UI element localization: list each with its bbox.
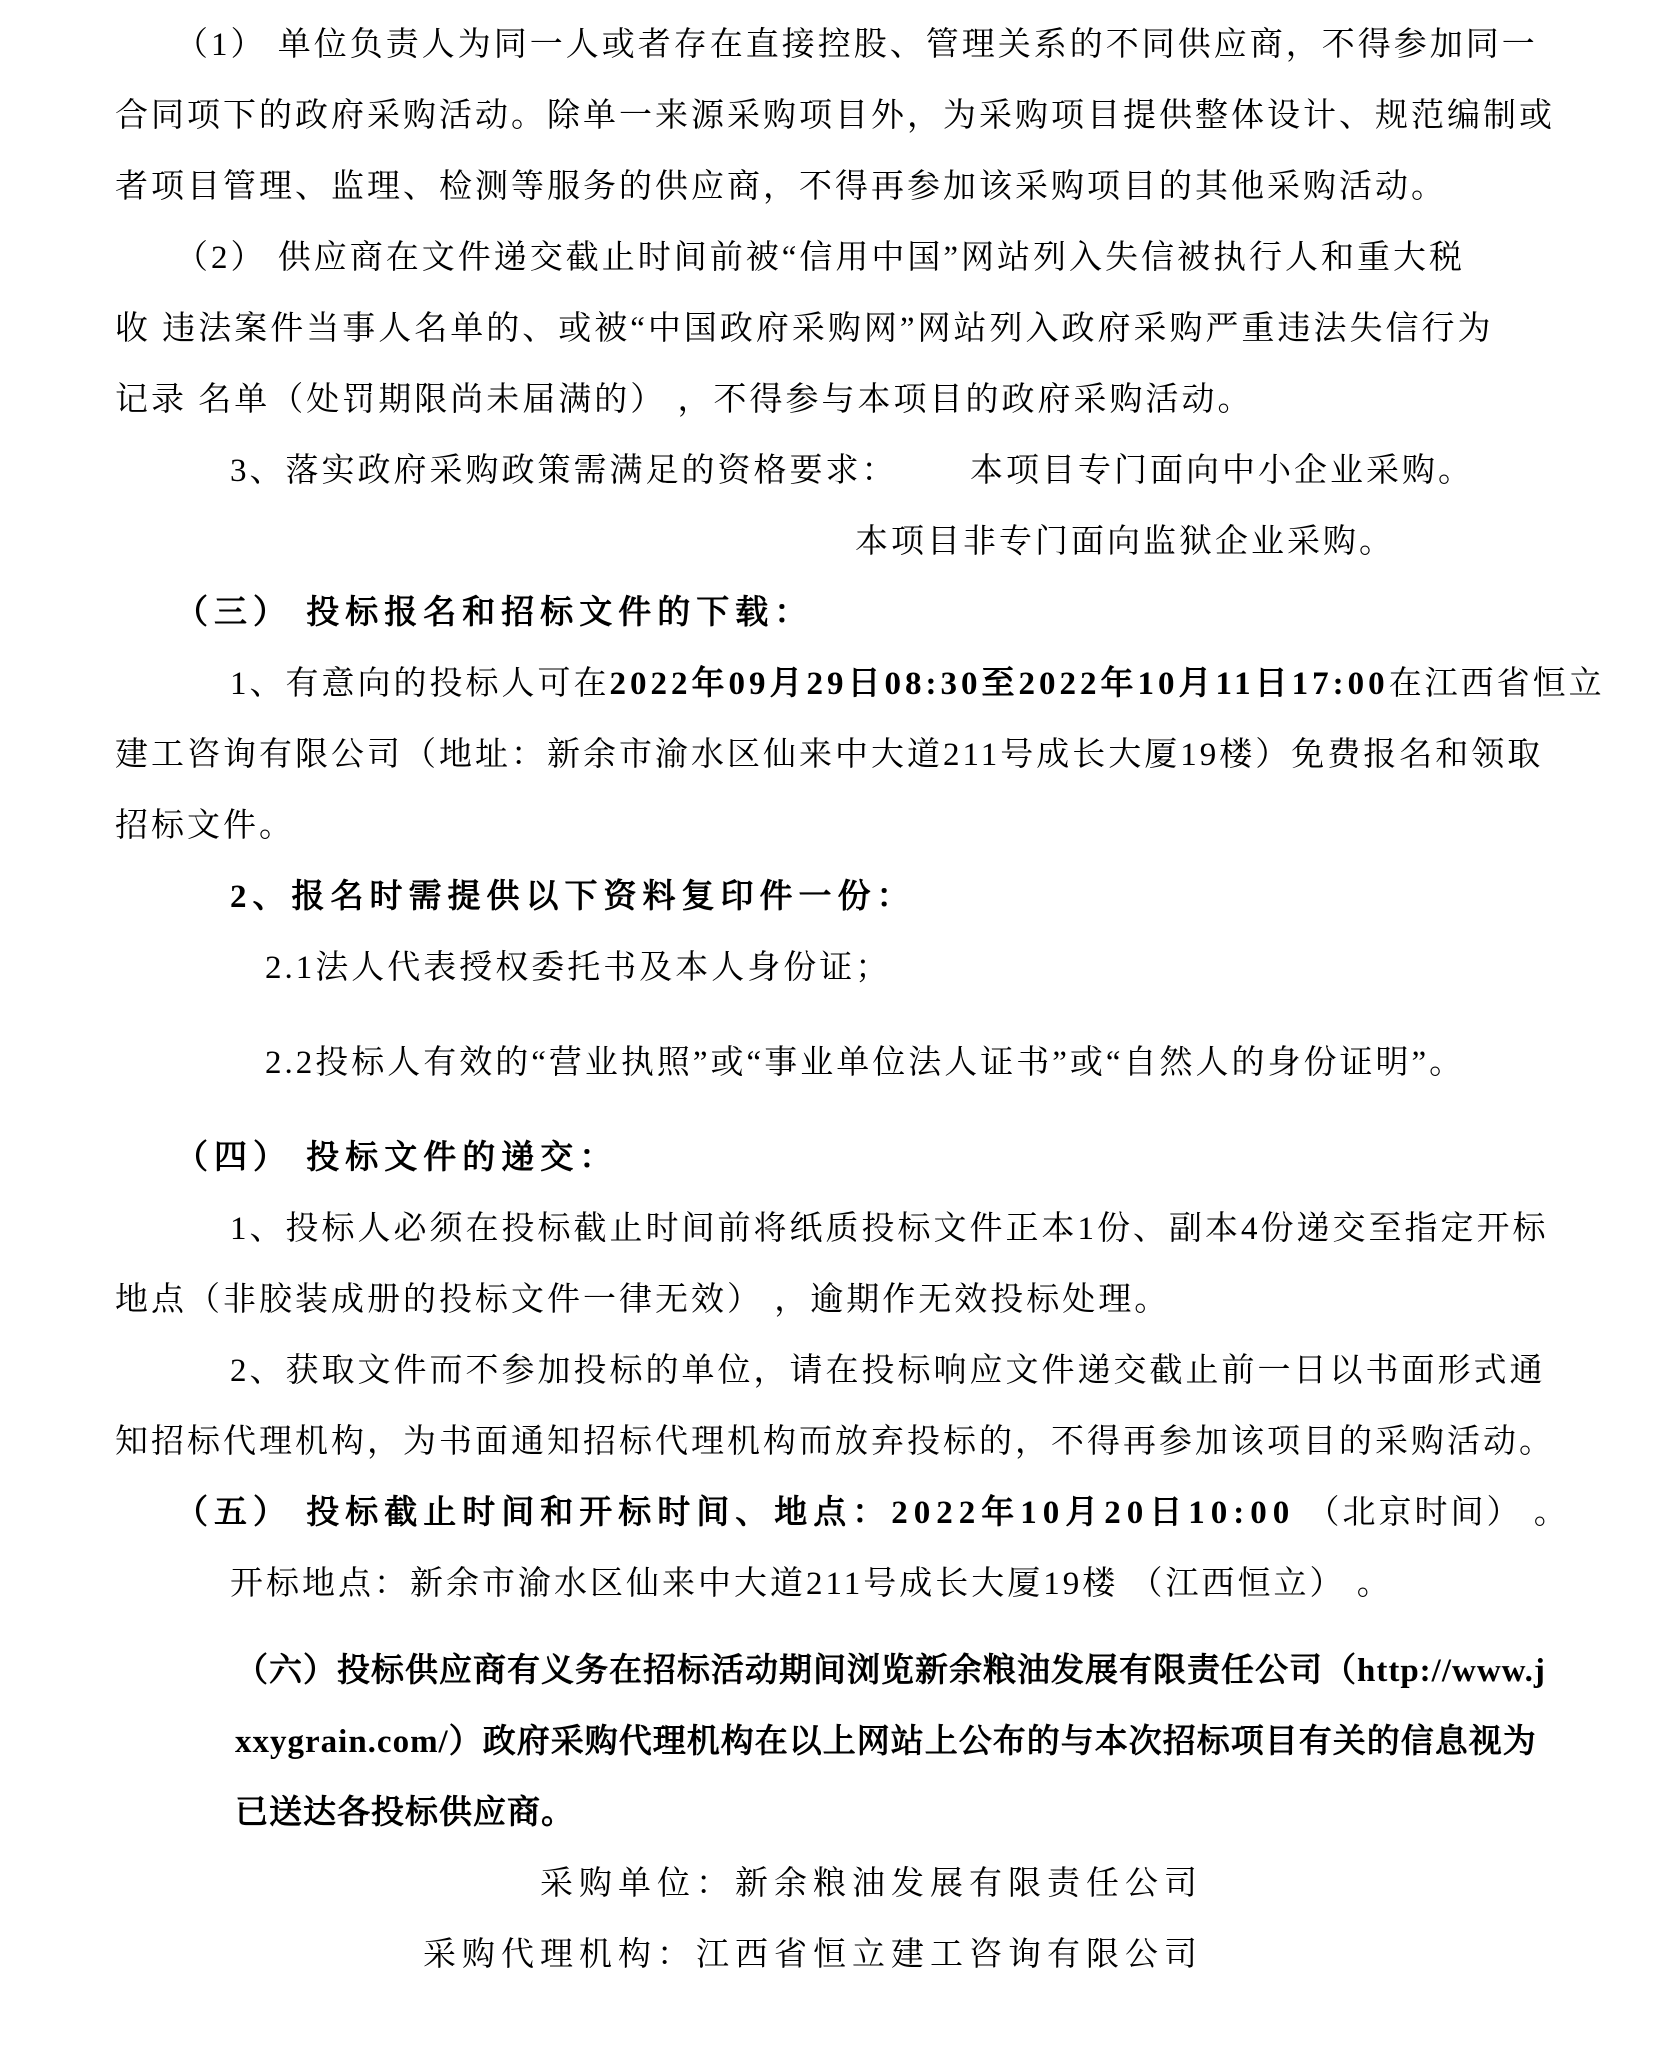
clause-1-line-2 — [115, 81, 1553, 152]
registration-period-line-1-seg-2: 在江西省恒立 — [1388, 666, 1605, 702]
required-copies-item-2-1-seg-0: 2.1法人代表授权委托书及本人身份证； — [265, 950, 892, 986]
policy-requirement-line-seg-1: 本项目专门面向中小企业采购。 — [970, 453, 1474, 489]
clause-1-line-3-seg-0: 者项目管理、监理、检测等服务的供应商，不得再参加该采购项目的其他采购活动。 — [115, 169, 1447, 205]
submission-item-2-line-2 — [115, 1407, 1553, 1478]
clause-2-line-2-seg-0: 收 违法案件当事人名单的、或被“中国政府采购网”网站列入政府采购严重违法失信行为 — [115, 311, 1494, 347]
submission-item-1-line-2 — [115, 1265, 1553, 1336]
purchasing-unit-line — [115, 1849, 1553, 1920]
clause-6-line-2-seg-0: xxygrain.com/）政府采购代理机构在以上网站上公布的与本次招标项目有关的信息视为 — [235, 1724, 1537, 1760]
section-3-heading-seg-0: （三） 投标报名和招标文件的下载： — [175, 595, 814, 631]
section-3-heading — [115, 578, 1553, 649]
section-4-heading — [115, 1123, 1553, 1194]
registration-period-line-2-seg-0: 建工咨询有限公司（地址：新余市渝水区仙来中大道211号成长大厦19楼）免费报名和领取 — [115, 737, 1544, 773]
purchasing-agent-line — [115, 1920, 1553, 1991]
prison-enterprise-note-line — [115, 507, 1553, 578]
purchasing-unit-line-seg-0: 采购单位：新余粮油发展有限责任公司 — [540, 1866, 1203, 1902]
submission-item-1-line-1-seg-0: 1、投标人必须在投标截止时间前将纸质投标文件正本1份、副本4份递交至指定开标 — [230, 1211, 1549, 1247]
clause-2-line-2 — [115, 294, 1553, 365]
registration-period-line-1 — [115, 649, 1605, 720]
clause-6-line-3 — [115, 1778, 1553, 1849]
registration-period-line-2 — [115, 720, 1553, 791]
prison-enterprise-note-line-seg-0: 本项目非专门面向监狱企业采购。 — [855, 524, 1395, 560]
submission-item-1-line-2-seg-0: 地点（非胶装成册的投标文件一律无效） ，逾期作无效投标处理。 — [115, 1282, 1171, 1318]
clause-2-line-3-seg-0: 记录 名单（处罚期限尚未届满的） ，不得参与本项目的政府采购活动。 — [115, 382, 1254, 418]
purchasing-agent-line-seg-0: 采购代理机构：江西省恒立建工咨询有限公司 — [423, 1937, 1203, 1973]
clause-6-line-2 — [115, 1707, 1553, 1778]
submission-item-2-line-1 — [115, 1336, 1553, 1407]
submission-item-1-line-1 — [115, 1194, 1553, 1265]
clause-2-line-1 — [115, 223, 1553, 294]
submission-item-2-line-2-seg-0: 知招标代理机构，为书面通知招标代理机构而放弃投标的，不得再参加该项目的采购活动。 — [115, 1424, 1555, 1460]
policy-requirement-line — [115, 436, 1553, 507]
required-copies-item-2-2-seg-0: 2.2投标人有效的“营业执照”或“事业单位法人证书”或“自然人的身份证明”。 — [265, 1045, 1466, 1081]
clause-1-line-1-seg-0: （1） 单位负责人为同一人或者存在直接控股、管理关系的不同供应商，不得参加同一 — [175, 27, 1538, 63]
required-copies-item-2-2 — [115, 1028, 1553, 1099]
clause-6-line-1-seg-0: （六）投标供应商有义务在招标活动期间浏览新余粮油发展有限责任公司（http://www.j — [235, 1653, 1546, 1689]
registration-period-line-3-seg-0: 招标文件。 — [115, 808, 295, 844]
required-copies-heading-seg-0: 2、报名时需提供以下资料复印件一份： — [230, 879, 916, 915]
clause-2-line-3 — [115, 365, 1553, 436]
document-body — [115, 10, 1605, 1991]
registration-period-line-1-seg-1: 2022年09月29日08:30至2022年10月11日17:00 — [609, 666, 1389, 702]
required-copies-heading — [115, 862, 1553, 933]
section-5-heading-seg-1: （北京时间） 。 — [1295, 1495, 1570, 1531]
clause-1-line-1 — [115, 10, 1553, 81]
clause-2-line-1-seg-0: （2） 供应商在文件递交截止时间前被“信用中国”网站列入失信被执行人和重大税 — [175, 240, 1466, 276]
policy-requirement-line-seg-0: 3、落实政府采购政策需满足的资格要求： — [230, 453, 898, 489]
registration-period-line-3 — [115, 791, 1553, 862]
clause-6-line-1 — [115, 1636, 1553, 1707]
clause-6-line-3-seg-0: 已送达各投标供应商。 — [235, 1795, 575, 1831]
section-4-heading-seg-0: （四） 投标文件的递交： — [175, 1140, 619, 1176]
clause-1-line-3 — [115, 152, 1553, 223]
required-copies-item-2-1 — [115, 933, 1553, 1004]
clause-1-line-2-seg-0: 合同项下的政府采购活动。除单一来源采购项目外，为采购项目提供整体设计、规范编制或 — [115, 98, 1555, 134]
registration-period-line-1-seg-0: 1、有意向的投标人可在 — [230, 666, 610, 702]
submission-item-2-line-1-seg-0: 2、获取文件而不参加投标的单位，请在投标响应文件递交截止前一日以书面形式通 — [230, 1353, 1546, 1389]
section-5-heading — [115, 1478, 1570, 1549]
section-5-heading-seg-0: （五） 投标截止时间和开标时间、地点：2022年10月20日10:00 — [175, 1495, 1296, 1531]
bid-opening-location-line-seg-0: 开标地点：新余市渝水区仙来中大道211号成长大厦19楼 （江西恒立） 。 — [230, 1566, 1393, 1602]
bid-opening-location-line — [115, 1549, 1553, 1620]
